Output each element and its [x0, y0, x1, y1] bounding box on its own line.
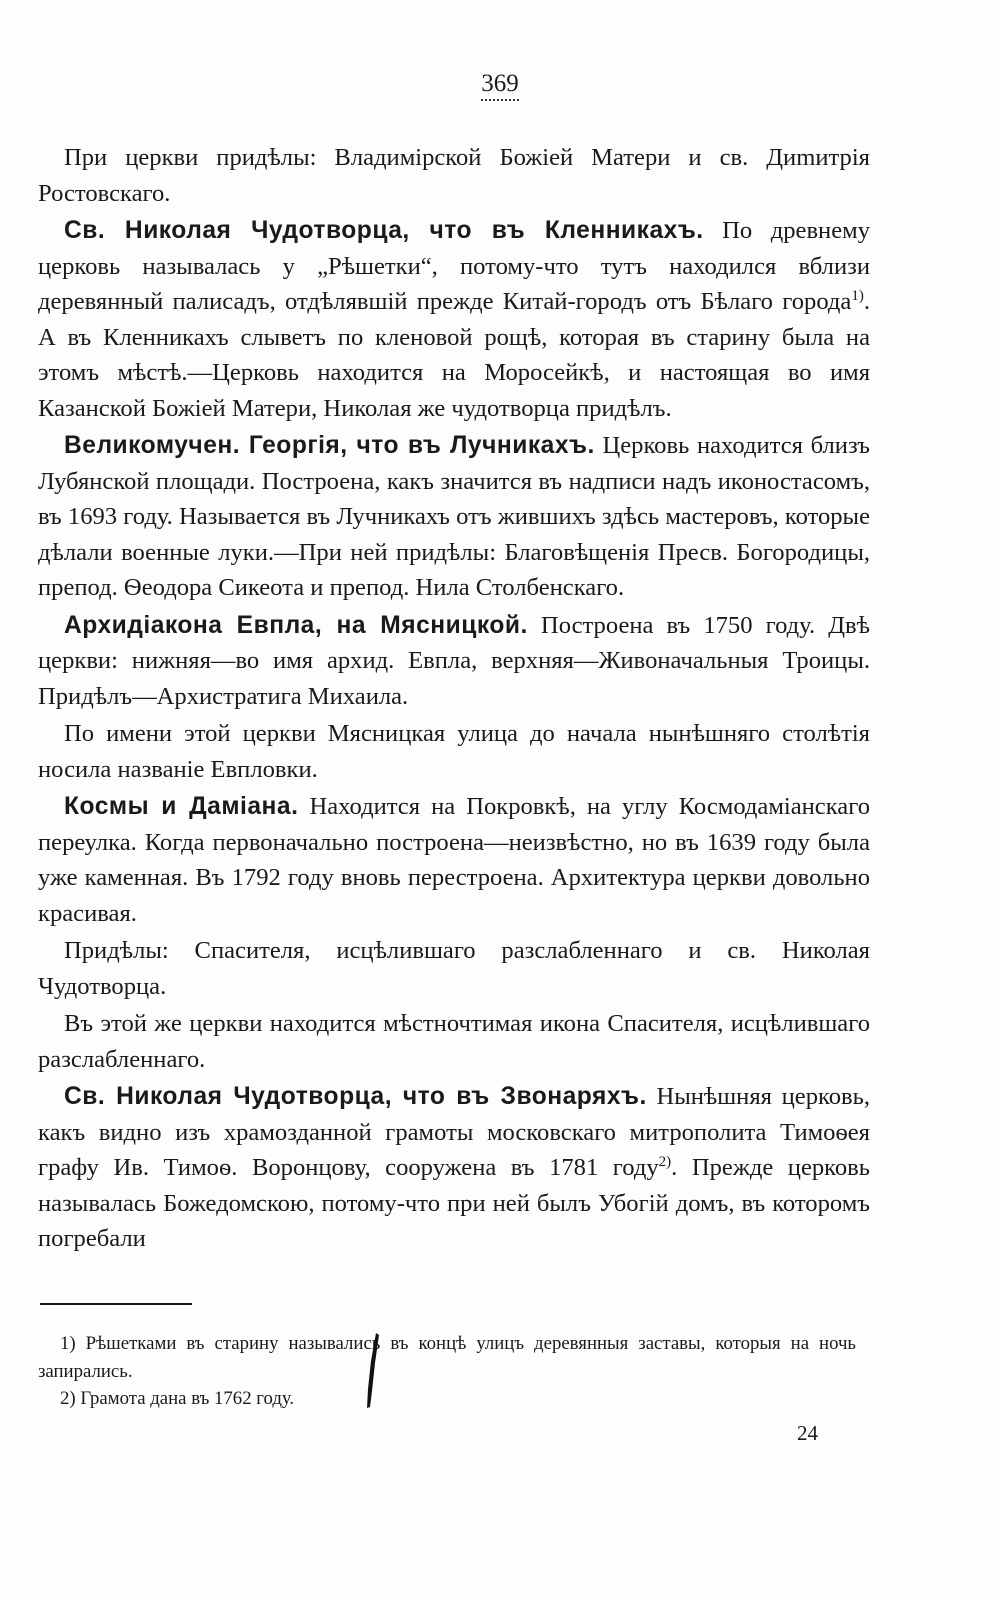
paragraph-cosmas-damian	[38, 789, 870, 931]
paragraph-text-continued: . Прежде церковь называлась Божедомскою, потому-что при ней былъ Убогій домъ, въ которомъ погребали	[38, 1154, 870, 1252]
paragraph-text: По древнему церковь называлась у „Рѣшетки“, потому-что тутъ находился вблизи деревянный палисадъ, отдѣлявшій прежде Китай-городъ отъ Бѣлаго города	[38, 217, 870, 315]
page-number	[0, 70, 1000, 101]
ink-mark-icon	[366, 1333, 380, 1409]
paragraph-cosmas-icon	[38, 1006, 870, 1077]
footnote-1: 1) Рѣшетками въ старину назывались въ концѣ улицъ деревянныя заставы, которыя на ночь запирались.	[38, 1333, 856, 1382]
entry-heading: Космы и Даміана.	[64, 793, 299, 820]
paragraph-cosmas-chapels	[38, 933, 870, 1004]
footnote-separator	[40, 1303, 192, 1305]
paragraph-text: Находится на Покровкѣ, на углу Космодаміанскаго переулка. Когда первоначально построена—неизвѣстно, но въ 1639 году была уже каменная. Въ 1792 году вновь перестроена. Архитектура церкви довольно красивая.	[38, 793, 870, 927]
signature-number: 24	[797, 1421, 818, 1445]
paragraph-nicholas-zvonari	[38, 1079, 870, 1257]
entry-heading: Великомучен. Георгія, что въ Лучникахъ.	[64, 432, 595, 459]
paragraph-euplus-myasnitskaya	[38, 608, 870, 715]
footnote-2: 2) Грамота дана въ 1762 году.	[60, 1388, 295, 1409]
entry-heading: Св. Николая Чудотворца, что въ Звонаряхъ.	[64, 1083, 647, 1110]
entry-heading: Св. Николая Чудотворца, что въ Кленникахъ.	[64, 217, 704, 244]
paragraph-text-continued: . А въ Кленникахъ слыветъ по кленовой рощѣ, которая въ старину была на этомъ мѣстѣ.—Церковь находится на Моросейкѣ, и настоящая во имя Казанской Божіей Матери, Николая же чудотворца придѣлъ.	[38, 288, 870, 422]
paragraph-text: Придѣлы: Спасителя, исцѣлившаго разслабленнаго и св. Николая Чудотворца.	[38, 937, 870, 1000]
page-number-text: 369	[481, 70, 519, 101]
main-text	[38, 140, 870, 1257]
paragraph-evplovka-name	[38, 716, 870, 787]
paragraph-george-luchniki	[38, 428, 870, 606]
paragraph-nicholas-klenniki	[38, 213, 870, 426]
paragraph-text: По имени этой церкви Мясницкая улица до начала нынѣшняго столѣтія носила названіе Евпловки.	[38, 720, 870, 783]
entry-heading: Архидіакона Евпла, на Мясницкой.	[64, 611, 528, 639]
paragraph-text: Построена въ 1750 году. Двѣ церкви: нижняя—во имя архид. Евпла, верхняя—Живоначальныя Троицы. Придѣлъ—Архистратига Михаила.	[38, 611, 870, 710]
paragraph-dmitry-chapels	[38, 140, 870, 211]
paragraph-text: При церкви придѣлы: Владимірской Божіей Матери и св. Диmитрія Ростовскаго.	[38, 144, 870, 207]
paragraph-text: Въ этой же церкви находится мѣстночтимая икона Спасителя, исцѣлившаго разслабленнаго.	[38, 1010, 870, 1073]
footnote-ref-2: 2)	[658, 1153, 672, 1170]
paragraph-text: Церковь находится близъ Лубянской площади. Построена, какъ значится въ надписи надъ иконостасомъ, въ 1693 году. Называется въ Лучникахъ отъ жившихъ здѣсь мастеровъ, которые дѣлали военные луки.—При ней придѣлы: Благовѣщенія Пресв. Богородицы, препод. Ѳеодора Сикеота и препод. Нила Столбенскаго.	[38, 432, 870, 601]
footnotes	[38, 1330, 856, 1413]
paragraph-text: Нынѣшняя церковь, какъ видно изъ храмозданной грамоты московскаго митрополита Тимоѳея графу Ив. Тимоѳ. Воронцову, сооружена въ 1781 году	[38, 1083, 870, 1181]
footnote-ref-1: 1)	[851, 287, 864, 304]
